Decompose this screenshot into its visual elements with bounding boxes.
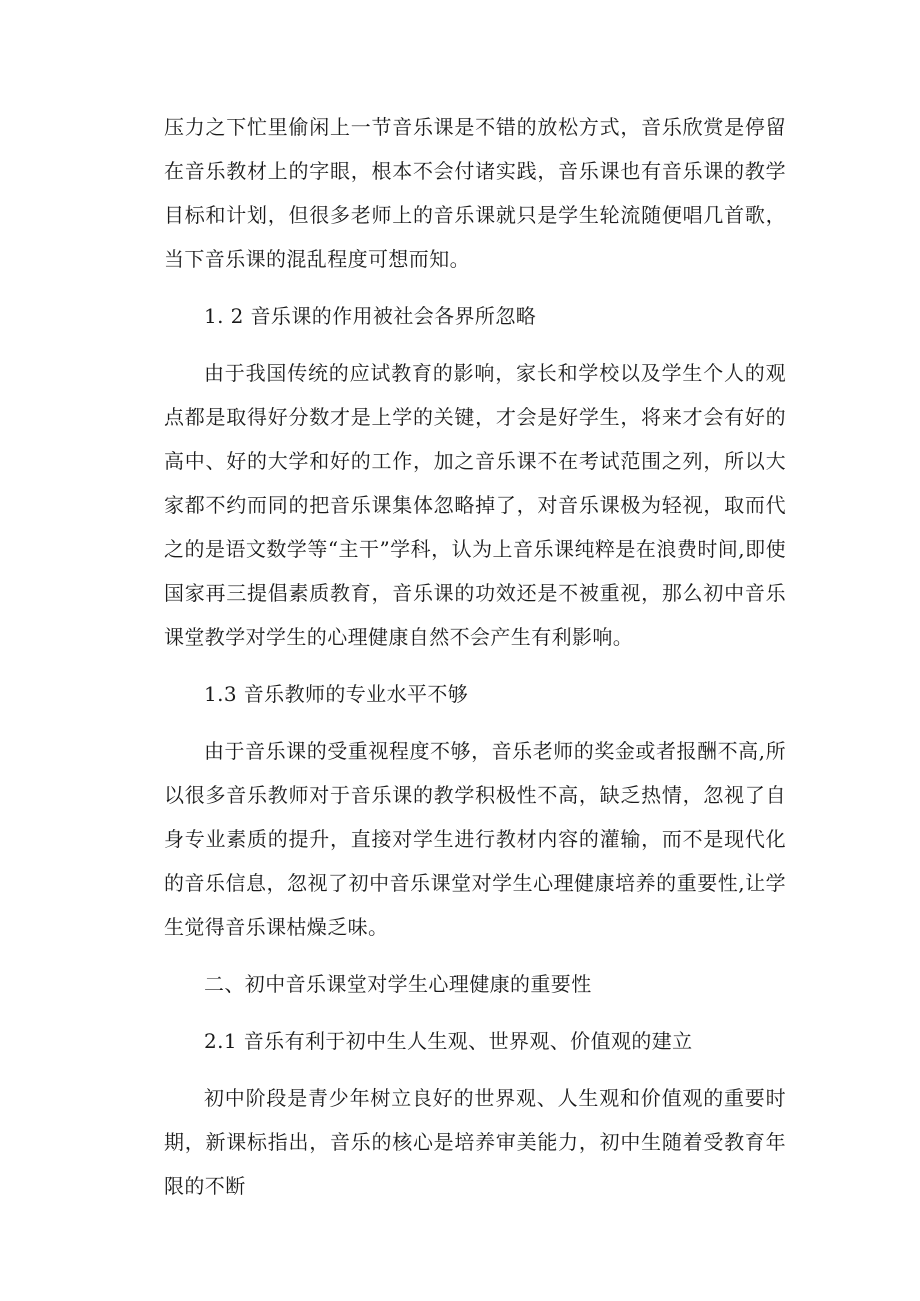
paragraph-2-1: 初中阶段是青少年树立良好的世界观、人生观和价值观的重要时期，新课标指出，音乐的核心是培养审美能力，初中生随着受教育年限的不断	[164, 1086, 786, 1198]
section-heading-1-3: 1.3 音乐教师的专业水平不够	[204, 682, 469, 706]
document-body	[164, 105, 786, 1208]
section-heading-2-1: 2.1 音乐有利于初中生人生观、世界观、价值观的建立	[204, 1029, 693, 1053]
paragraph-1-2: 由于我国传统的应试教育的影响，家长和学校以及学生个人的观点都是取得好分数才是上学的关键，才会是好学生，将来才会有好的高中、好的大学和好的工作，加之音乐课不在考试范围之列，所以大家都不约而同的把音乐课集体忽略掉了，对音乐课极为轻视，取而代之的是语文数学等“主干”学科，认为上音乐课纯粹是在浪费时间,即使国家再三提倡素质教育，音乐课的功效还是不被重视，那么初中音乐课堂教学对学生的心理健康自然不会产生有利影响。	[164, 361, 786, 649]
paragraph-continued: 压力之下忙里偷闲上一节音乐课是不错的放松方式，音乐欣赏是停留在音乐教材上的字眼，根本不会付诸实践，音乐课也有音乐课的教学目标和计划，但很多老师上的音乐课就只是学生轮流随便唱几首歌，当下音乐课的混乱程度可想而知。	[164, 115, 786, 271]
chapter-heading-2: 二、初中音乐课堂对学生心理健康的重要性	[204, 972, 592, 996]
section-heading-1-2: 1. 2 音乐课的作用被社会各界所忽略	[204, 304, 537, 328]
paragraph-1-3: 由于音乐课的受重视程度不够，音乐老师的奖金或者报酬不高,所以很多音乐教师对于音乐课的教学积极性不高，缺乏热情，忽视了自身专业素质的提升，直接对学生进行教材内容的灌输，而不是现代化的音乐信息，忽视了初中音乐课堂对学生心理健康培养的重要性,让学生觉得音乐课枯燥乏味。	[164, 739, 786, 939]
